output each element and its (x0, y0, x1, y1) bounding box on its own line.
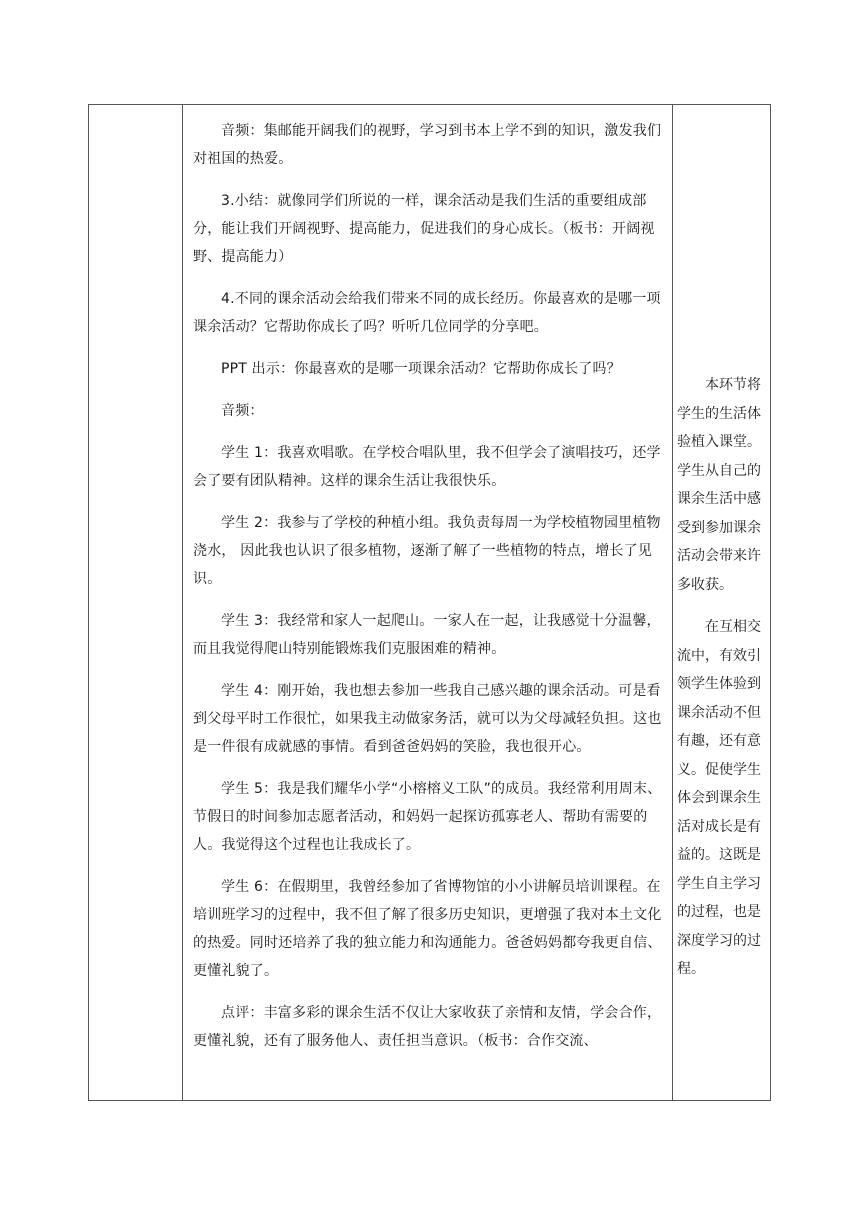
paragraph-student-2: 学生 2：我参与了学校的种植小组。我负责每周一为学校植物园里植物浇水， 因此我也认识了很多植物，逐渐了解了一些植物的特点，增长了见识。 (193, 515, 661, 587)
paragraph-student-1: 学生 1：我喜欢唱歌。在学校合唱队里，我不但学会了演唱技巧，还学会了要有团队精神。这样的课余生活让我很快乐。 (193, 445, 661, 489)
column-divider-left (182, 105, 183, 1100)
side-paragraph-2: 在互相交流中，有效引领学生体验到课余活动不但有趣，还有意义。促使学生体会到课余生活对成长是有益的。这既是学生自主学习的过程，也是深度学习的过程。 (677, 619, 761, 977)
paragraph-student-4: 学生 4：刚开始，我也想去参加一些我自己感兴趣的课余活动。可是看到父母平时工作很忙，如果我主动做家务活，就可以为父母减轻负担。这也是一件很有成就感的事情。看到爸爸妈妈的笑脸，我也很开心。 (193, 683, 662, 755)
paragraph-audio-label: 音频： (221, 403, 264, 419)
paragraph-question: 4.不同的课余活动会给我们带来不同的成长经历。你最喜欢的是哪一项课余活动？它帮助你成长了吗？听听几位同学的分享吧。 (193, 291, 661, 335)
paragraph-student-3: 学生 3：我经常和家人一起爬山。一家人在一起，让我感觉十分温馨，而且我觉得爬山特别能锻炼我们克服困难的精神。 (193, 613, 661, 657)
column-divider-right (672, 105, 673, 1100)
paragraph-student-5: 学生 5：我是我们耀华小学“小榕榕义工队”的成员。我经常利用周末、节假日的时间参加志愿者活动，和妈妈一起探访孤寡老人、帮助有需要的人。我觉得这个过程也让我成长了。 (193, 781, 662, 853)
teaching-process-column (193, 117, 667, 1069)
paragraph-audio-stamps: 音频：集邮能开阔我们的视野，学习到书本上学不到的知识，激发我们对祖国的热爱。 (193, 123, 662, 167)
paragraph-student-6: 学生 6：在假期里，我曾经参加了省博物馆的小小讲解员培训课程。在培训班学习的过程中，我不但了解了很多历史知识，更增强了我对本土文化的热爱。同时还培养了我的独立能力和沟通能力。爸爸妈妈都夸我更自信、更懂礼貌了。 (193, 879, 662, 979)
lesson-table (88, 104, 771, 1101)
paragraph-comment: 点评：丰富多彩的课余生活不仅让大家收获了亲情和友情，学会合作，更懂礼貌，还有了服务他人、责任担当意识。（板书：合作交流、 (193, 1005, 662, 1049)
design-intent-column (677, 371, 769, 998)
side-paragraph-1: 本环节将学生的生活体验植入课堂。学生从自己的课余生活中感受到参加课余活动会带来许多收获。 (677, 377, 761, 593)
paragraph-summary: 3.小结：就像同学们所说的一样，课余活动是我们生活的重要组成部分，能让我们开阔视野、提高能力，促进我们的身心成长。（板书：开阔视野、提高能力） (193, 193, 655, 265)
paragraph-ppt: PPT 出示：你最喜欢的是哪一项课余活动？它帮助你成长了吗？ (221, 361, 621, 377)
